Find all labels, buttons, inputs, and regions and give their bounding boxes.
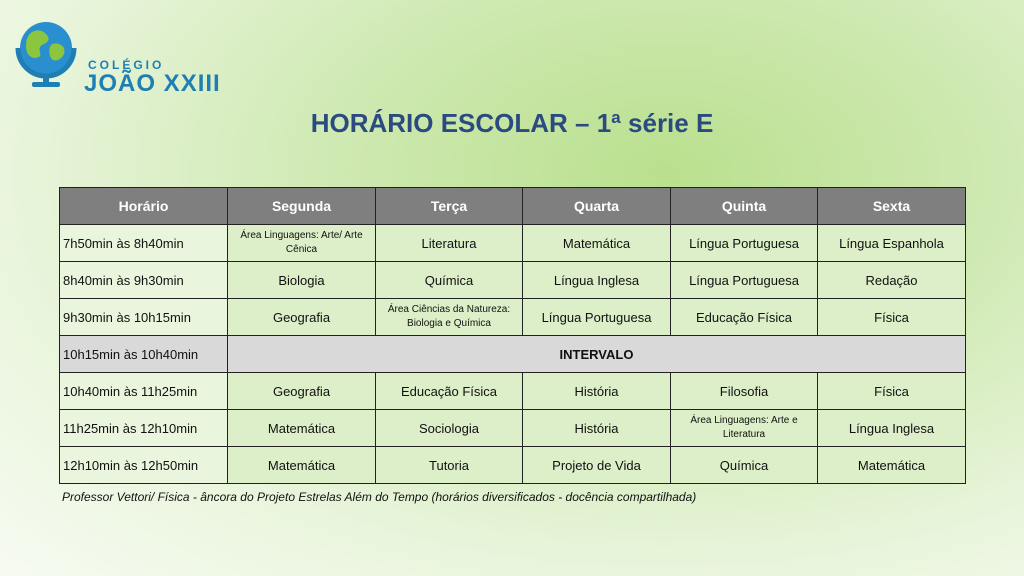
subject-cell: Matemática xyxy=(228,410,376,447)
footnote: Professor Vettori/ Física - âncora do Projeto Estrelas Além do Tempo (horários diversificados - docência compartilhada) xyxy=(62,490,697,504)
subject-cell: Tutoria xyxy=(376,447,523,484)
subject-cell: Matemática xyxy=(523,225,671,262)
table-row xyxy=(60,262,966,299)
school-logo xyxy=(10,14,240,97)
page-title: HORÁRIO ESCOLAR – 1ª série E xyxy=(310,108,714,138)
subject-cell: Química xyxy=(376,262,523,299)
subject-cell: Área Ciências da Natureza: Biologia e Química xyxy=(376,299,523,336)
break-cell: INTERVALO xyxy=(228,336,966,373)
time-cell: 12h10min às 12h50min xyxy=(60,447,228,484)
subject-cell: Área Linguagens: Arte e Literatura xyxy=(671,410,818,447)
header-quinta: Quinta xyxy=(671,188,818,225)
subject-cell: Biologia xyxy=(228,262,376,299)
table-row xyxy=(60,299,966,336)
header-horario: Horário xyxy=(60,188,228,225)
subject-cell: Língua Inglesa xyxy=(523,262,671,299)
subject-cell: História xyxy=(523,410,671,447)
globe-icon xyxy=(10,14,80,90)
table-row xyxy=(60,225,966,262)
time-cell: 10h40min às 11h25min xyxy=(60,373,228,410)
subject-cell: Geografia xyxy=(228,373,376,410)
logo-small-text: COLÉGIO xyxy=(88,58,165,72)
time-cell: 11h25min às 12h10min xyxy=(60,410,228,447)
subject-cell: Sociologia xyxy=(376,410,523,447)
subject-cell: Língua Portuguesa xyxy=(671,225,818,262)
subject-cell: Educação Física xyxy=(671,299,818,336)
subject-cell: Projeto de Vida xyxy=(523,447,671,484)
subject-cell: Língua Inglesa xyxy=(818,410,966,447)
subject-cell: Física xyxy=(818,373,966,410)
time-cell: 10h15min às 10h40min xyxy=(60,336,228,373)
subject-cell: Física xyxy=(818,299,966,336)
subject-cell: Área Linguagens: Arte/ Arte Cênica xyxy=(228,225,376,262)
subject-cell: Língua Portuguesa xyxy=(671,262,818,299)
time-cell: 9h30min às 10h15min xyxy=(60,299,228,336)
time-cell: 7h50min às 8h40min xyxy=(60,225,228,262)
subject-cell: História xyxy=(523,373,671,410)
subject-cell: Literatura xyxy=(376,225,523,262)
subject-cell: Química xyxy=(671,447,818,484)
header-quarta: Quarta xyxy=(523,188,671,225)
break-row xyxy=(60,336,966,373)
table-row xyxy=(60,410,966,447)
subject-cell: Redação xyxy=(818,262,966,299)
header-row xyxy=(60,188,966,225)
subject-cell: Geografia xyxy=(228,299,376,336)
table-row xyxy=(60,447,966,484)
logo-big-text: JOÃO XXIII xyxy=(84,70,221,97)
subject-cell: Matemática xyxy=(818,447,966,484)
subject-cell: Língua Portuguesa xyxy=(523,299,671,336)
time-cell: 8h40min às 9h30min xyxy=(60,262,228,299)
header-terca: Terça xyxy=(376,188,523,225)
subject-cell: Língua Espanhola xyxy=(818,225,966,262)
table-row xyxy=(60,373,966,410)
subject-cell: Educação Física xyxy=(376,373,523,410)
header-sexta: Sexta xyxy=(818,188,966,225)
header-segunda: Segunda xyxy=(228,188,376,225)
schedule-table xyxy=(59,187,966,484)
subject-cell: Matemática xyxy=(228,447,376,484)
subject-cell: Filosofia xyxy=(671,373,818,410)
